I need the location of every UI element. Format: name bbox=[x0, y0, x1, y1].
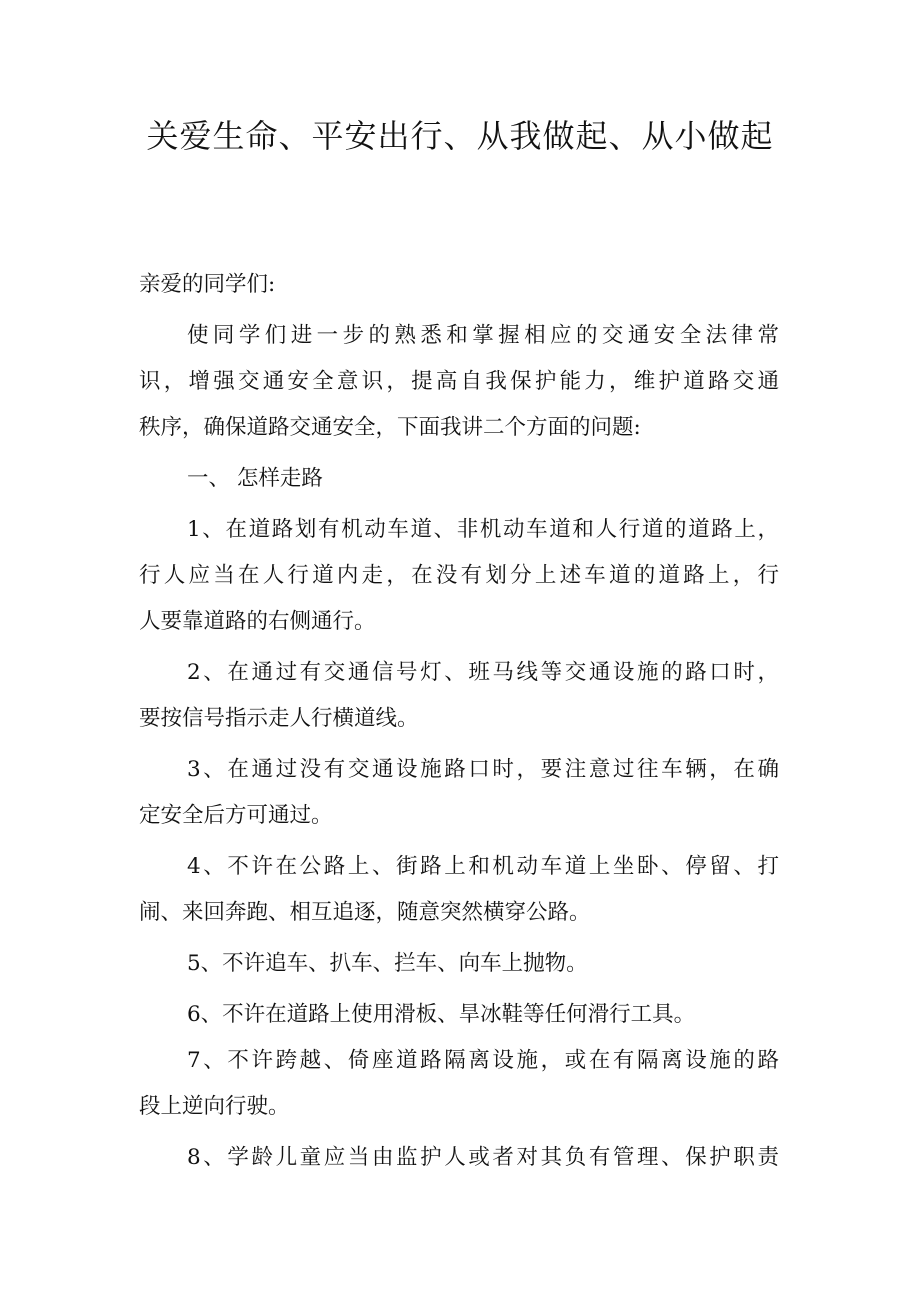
intro-line: 秩序，确保道路交通安全，下面我讲二个方面的问题: bbox=[139, 415, 641, 440]
list-item bbox=[139, 650, 779, 742]
list-item-line: 定安全后方可通过。 bbox=[139, 803, 333, 828]
list-item bbox=[139, 747, 779, 839]
intro-line: 使同学们进一步的熟悉和掌握相应的交通安全法律常 bbox=[187, 323, 779, 348]
list-item-line: 1、在道路划有机动车道、非机动车道和人行道的道路上， bbox=[187, 517, 779, 542]
intro-paragraph bbox=[139, 313, 779, 451]
document-body bbox=[139, 262, 779, 1181]
list-item-line: 要按信号指示走人行横道线。 bbox=[139, 706, 419, 731]
list-item-line: 人要靠道路的右侧通行。 bbox=[139, 609, 376, 634]
section-heading: 一、 怎样走路 bbox=[187, 466, 323, 491]
list-item bbox=[139, 1038, 779, 1130]
list-item-line: 段上逆向行驶。 bbox=[139, 1094, 290, 1119]
list-item-line: 5、不许追车、扒车、拦车、向车上抛物。 bbox=[187, 951, 588, 976]
intro-line: 识，增强交通安全意识，提高自我保护能力，维护道路交通 bbox=[139, 369, 779, 394]
list-item bbox=[139, 507, 779, 645]
greeting: 亲爱的同学们: bbox=[139, 272, 276, 297]
list-item bbox=[139, 941, 779, 987]
list-item bbox=[139, 1135, 779, 1181]
document-title: 关爱生命、平安出行、从我做起、从小做起 bbox=[146, 117, 774, 155]
list-item-line: 2、在通过有交通信号灯、班马线等交通设施的路口时， bbox=[187, 660, 779, 685]
list-item-line: 行人应当在人行道内走，在没有划分上述车道的道路上，行 bbox=[139, 563, 779, 588]
list-item-line: 3、在通过没有交通设施路口时，要注意过往车辆，在确 bbox=[187, 757, 779, 782]
list-item bbox=[139, 844, 779, 936]
list-item bbox=[139, 992, 779, 1038]
list-item-line: 8、学龄儿童应当由监护人或者对其负有管理、保护职责 bbox=[187, 1145, 779, 1170]
list-item-line: 4、不许在公路上、街路上和机动车道上坐卧、停留、打 bbox=[187, 854, 779, 879]
list-item-line: 6、不许在道路上使用滑板、旱冰鞋等任何滑行工具。 bbox=[187, 1002, 696, 1027]
list-item-line: 7、不许跨越、倚座道路隔离设施，或在有隔离设施的路 bbox=[187, 1048, 779, 1073]
list-item-line: 闹、来回奔跑、相互追逐，随意突然横穿公路。 bbox=[139, 900, 591, 925]
